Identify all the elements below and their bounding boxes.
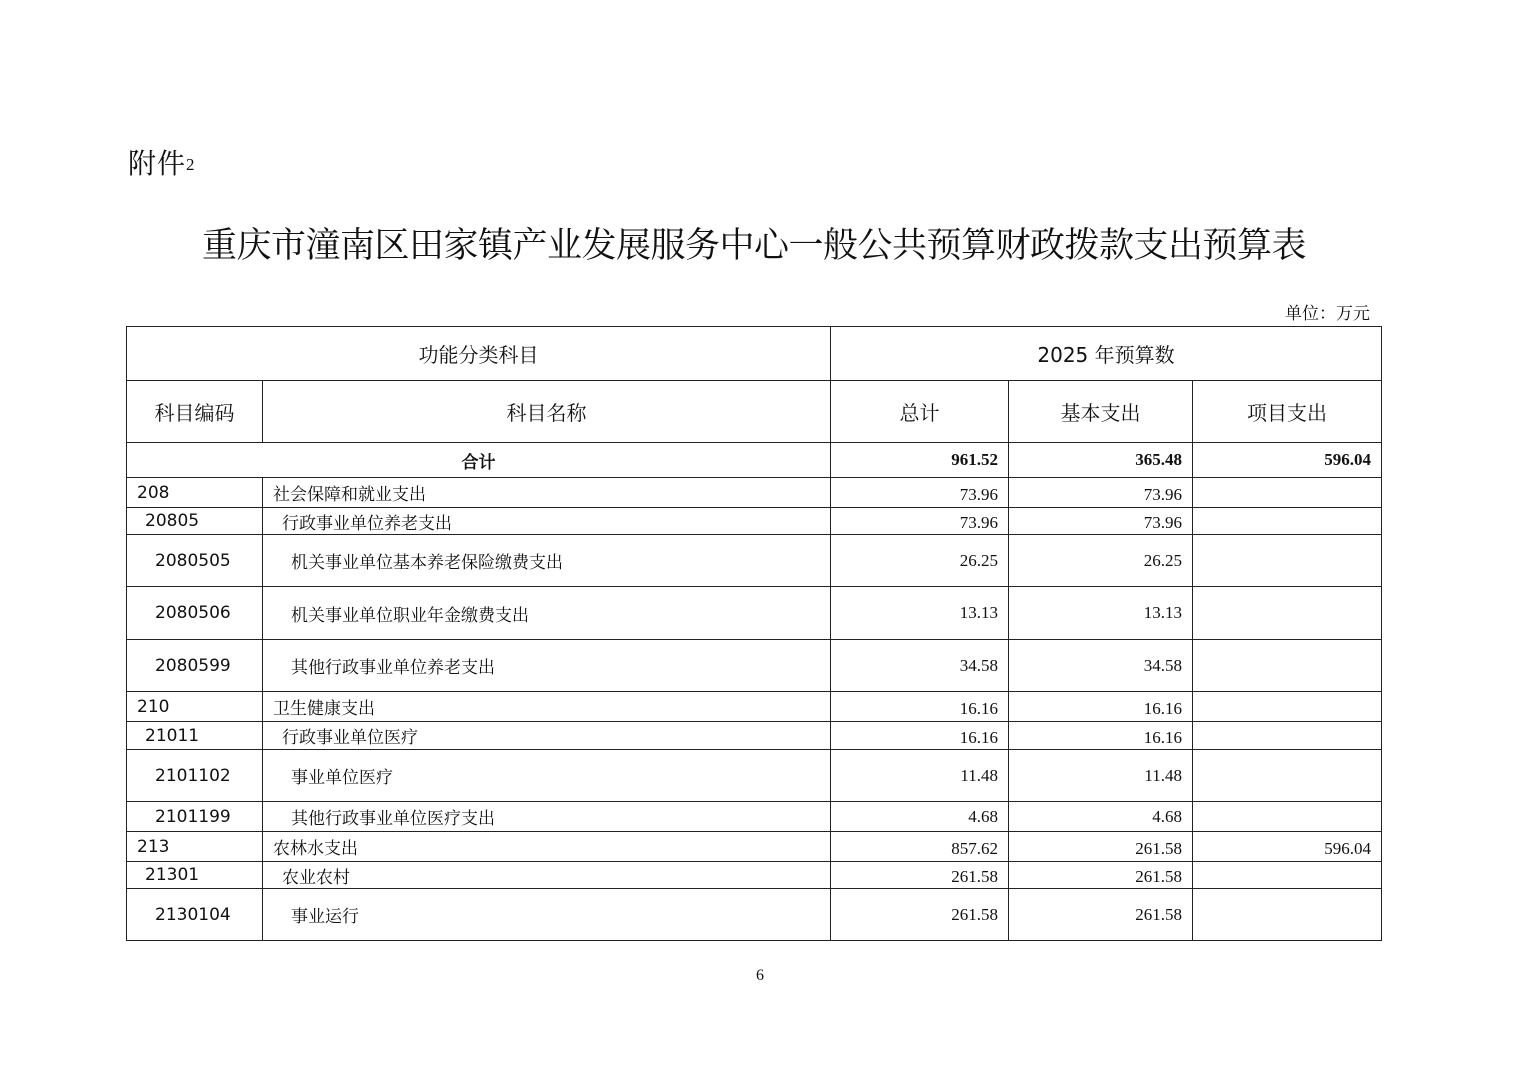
table-row: [127, 478, 1382, 508]
attachment-label: [128, 142, 206, 182]
row-project: [1193, 508, 1382, 535]
row-name: 其他行政事业单位医疗支出: [263, 802, 831, 832]
row-project: [1193, 478, 1382, 508]
row-total: 261.58: [831, 862, 1009, 889]
row-project: [1193, 802, 1382, 832]
summary-label: 合计: [127, 443, 831, 478]
row-code: 2080599: [127, 640, 263, 692]
row-basic: 73.96: [1009, 478, 1193, 508]
row-code: 2080505: [127, 535, 263, 587]
row-basic: 261.58: [1009, 832, 1193, 862]
row-project: [1193, 692, 1382, 722]
attachment-prefix: 附件: [128, 147, 187, 180]
table-row: [127, 508, 1382, 535]
column-header-row: [127, 381, 1382, 443]
row-name: 行政事业单位养老支出: [263, 508, 831, 535]
table-row: [127, 832, 1382, 862]
row-project: [1193, 862, 1382, 889]
row-name: 社会保障和就业支出: [263, 478, 831, 508]
basic-column-header: 基本支出: [1009, 381, 1193, 443]
functional-category-header: 功能分类科目: [127, 327, 831, 381]
table-row: [127, 587, 1382, 640]
row-code: 2080506: [127, 587, 263, 640]
page-title: 重庆市潼南区田家镇产业发展服务中心一般公共预算财政拨款支出预算表: [201, 226, 1306, 266]
row-name: 农业农村: [263, 862, 831, 889]
row-total: 13.13: [831, 587, 1009, 640]
row-total: 11.48: [831, 750, 1009, 802]
row-name: 事业运行: [263, 889, 831, 941]
table-row: [127, 692, 1382, 722]
row-code: 21301: [127, 862, 263, 889]
row-total: 4.68: [831, 802, 1009, 832]
summary-row: [127, 443, 1382, 478]
row-basic: 16.16: [1009, 722, 1193, 750]
row-basic: 26.25: [1009, 535, 1193, 587]
row-code: 21011: [127, 722, 263, 750]
page-number: 6: [756, 967, 764, 984]
row-basic: 11.48: [1009, 750, 1193, 802]
row-total: 73.96: [831, 508, 1009, 535]
row-total: 16.16: [831, 722, 1009, 750]
row-project: [1193, 889, 1382, 941]
row-total: 34.58: [831, 640, 1009, 692]
row-code: 2130104: [127, 889, 263, 941]
summary-total: 961.52: [831, 443, 1009, 478]
row-total: 73.96: [831, 478, 1009, 508]
row-total: 26.25: [831, 535, 1009, 587]
table-row: [127, 722, 1382, 750]
summary-basic: 365.48: [1009, 443, 1193, 478]
row-name: 行政事业单位医疗: [263, 722, 831, 750]
table-row: [127, 862, 1382, 889]
project-column-header: 项目支出: [1193, 381, 1382, 443]
row-code: 20805: [127, 508, 263, 535]
row-name: 其他行政事业单位养老支出: [263, 640, 831, 692]
total-column-header: 总计: [831, 381, 1009, 443]
unit-label: 单位：万元: [1285, 304, 1370, 324]
row-project: [1193, 640, 1382, 692]
table-row: [127, 750, 1382, 802]
row-total: 16.16: [831, 692, 1009, 722]
row-total: 857.62: [831, 832, 1009, 862]
row-code: 210: [127, 692, 263, 722]
row-basic: 16.16: [1009, 692, 1193, 722]
row-project: [1193, 535, 1382, 587]
row-project: 596.04: [1193, 832, 1382, 862]
row-basic: 34.58: [1009, 640, 1193, 692]
summary-project: 596.04: [1193, 443, 1382, 478]
row-name: 农林水支出: [263, 832, 831, 862]
row-total: 261.58: [831, 889, 1009, 941]
row-code: 208: [127, 478, 263, 508]
name-column-header: 科目名称: [263, 381, 831, 443]
table-row: [127, 640, 1382, 692]
row-basic: 261.58: [1009, 889, 1193, 941]
row-name: 机关事业单位职业年金缴费支出: [263, 587, 831, 640]
row-basic: 13.13: [1009, 587, 1193, 640]
table-row: [127, 535, 1382, 587]
row-basic: 4.68: [1009, 802, 1193, 832]
row-name: 卫生健康支出: [263, 692, 831, 722]
row-name: 事业单位医疗: [263, 750, 831, 802]
row-code: 2101199: [127, 802, 263, 832]
row-code: 213: [127, 832, 263, 862]
budget-table: [126, 326, 1382, 941]
table-row: [127, 802, 1382, 832]
attachment-number: 2: [186, 155, 196, 174]
row-name: 机关事业单位基本养老保险缴费支出: [263, 535, 831, 587]
table-row: [127, 889, 1382, 941]
group-header-row: [127, 327, 1382, 381]
row-project: [1193, 587, 1382, 640]
row-project: [1193, 750, 1382, 802]
row-basic: 261.58: [1009, 862, 1193, 889]
code-column-header: 科目编码: [127, 381, 263, 443]
row-code: 2101102: [127, 750, 263, 802]
budget-year-header: 2025 年预算数: [831, 327, 1382, 381]
row-project: [1193, 722, 1382, 750]
row-basic: 73.96: [1009, 508, 1193, 535]
